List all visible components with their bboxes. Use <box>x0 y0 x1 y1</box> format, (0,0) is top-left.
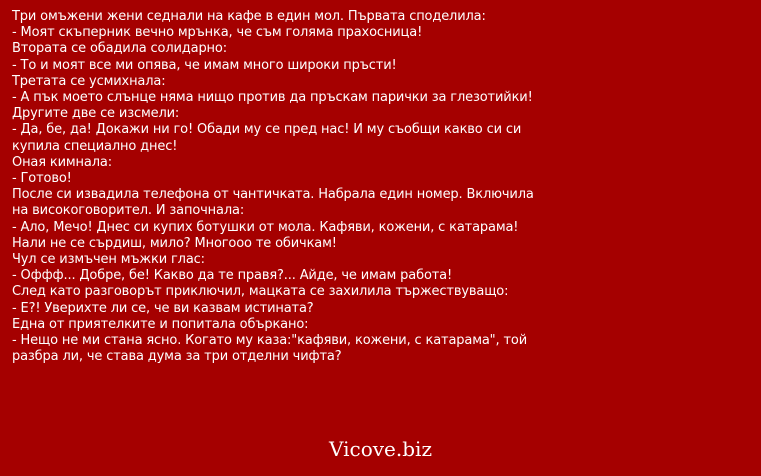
joke-line: Третата се усмихнала: <box>12 73 166 89</box>
joke-line: Другите две се изсмели: <box>12 106 180 122</box>
joke-line: разбра ли, че става дума за три отделни чифта? <box>12 349 342 365</box>
site-brand: Vicove.biz <box>329 437 432 461</box>
joke-line: - А пък моето слънце няма нищо против да пръскам парички за глезотийки! <box>12 90 533 106</box>
joke-line: Чул се измъчен мъжки глас: <box>12 252 205 268</box>
joke-line: После си извадила телефона от чантичката. Набрала един номер. Включила <box>12 187 534 203</box>
joke-line: - Моят скъперник вечно мрънка, че съм голяма прахосница! <box>12 25 423 41</box>
joke-line: Една от приятелките и попитала объркано: <box>12 316 309 332</box>
joke-line: - Готово! <box>12 171 72 187</box>
joke-line: Втората се обадила солидарно: <box>12 41 227 57</box>
joke-line: купила специално днес! <box>12 138 178 154</box>
joke-line: След като разговорът приключил, мацката се захилила тържествуващо: <box>12 284 509 300</box>
joke-line: - Ало, Мечо! Днес си купих ботушки от мола. Кафяви, кожени, с катарама! <box>12 219 519 235</box>
joke-line: Три омъжени жени седнали на кафе в един мол. Първата споделила: <box>12 9 486 24</box>
joke-line: Нали не се сърдиш, мило? Многооо те обичкам! <box>12 235 337 251</box>
joke-text <box>12 9 752 365</box>
joke-line: - Е?! Уверихте ли се, че ви казвам истината? <box>12 300 314 316</box>
joke-line: - Оффф... Добре, бе! Какво да те правя?... Айде, че имам работа! <box>12 268 453 284</box>
joke-line: на високоговорител. И започнала: <box>12 203 245 219</box>
joke-line: - То и моят все ми опява, че имам много широки пръсти! <box>12 57 397 73</box>
joke-line: - Да, бе, да! Докажи ни го! Обади му се пред нас! И му съобщи какво си си <box>12 122 522 138</box>
joke-line: Оная кимнала: <box>12 154 112 170</box>
joke-line: - Нещо не ми стана ясно. Когато му каза:"кафяви, кожени, с катарама", той <box>12 333 527 349</box>
